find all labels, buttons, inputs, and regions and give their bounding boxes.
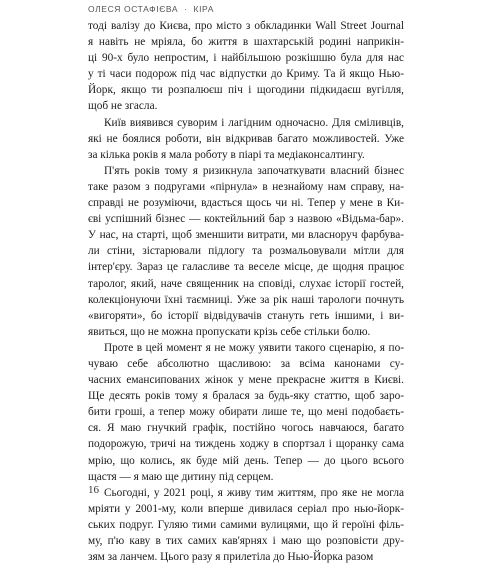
text-line: у ті часи подорож під час відпустки до Криму. Та й якщо Нью-: [88, 68, 404, 81]
text-line: які не боялися роботи, він відкривав багато можливостей. Уже: [88, 132, 404, 145]
text-line: «вигоряти», бо історії відвідувачів стануть геть іншими, і ви-: [88, 309, 404, 322]
running-head-title: КІРА: [193, 4, 215, 14]
text-line: явиться, що не можна пропускати крізь себе стільки болю.: [88, 325, 371, 338]
paragraph: [88, 115, 404, 163]
text-line: П'ять років тому я ризикнула започаткувати власний бізнес: [104, 164, 404, 177]
paragraph: [88, 485, 404, 565]
text-line: колекціонуючи їхні таємниці. Уже за рік наші тарологи почнуть: [88, 293, 404, 306]
text-line: Сьогодні, у 2021 році, я живу тим життям, про яке не могла: [104, 486, 404, 499]
page-number: 16: [88, 484, 99, 496]
paragraph: [88, 18, 404, 115]
running-head-author: ОЛЕСЯ ОСТАФІЄВА: [88, 4, 179, 14]
text-line: щастя — я маю ще дитину під серцем.: [88, 470, 274, 483]
text-line: часних емансипованих жінок у мене прекрасне життя в Києві.: [88, 374, 404, 387]
page-body: [88, 18, 404, 565]
text-line: єві успішний бізнес — коктейльний бар з назвою «Відьма-бар».: [88, 213, 404, 226]
text-line: я навіть не мріяла, бо життя в шахтарській родині наприкін-: [88, 36, 404, 49]
text-line: інтер'єру. Зараз це галасливе та веселе місце, де щодня працює: [88, 261, 404, 274]
paragraph: [88, 163, 404, 340]
text-line: му, п'ю каву в тих самих кав'ярнях і маю що розповісти дру-: [88, 535, 404, 547]
text-line: справді не розуміючи, вдасться щось чи ні. Тепер у мене в Ки-: [88, 197, 404, 210]
text-line: зям за ланчем. Цього разу я прилетіла до Нью-Йорка разом: [88, 551, 374, 564]
paragraph: [88, 340, 404, 485]
text-line: бити гроші, а тепер можу обирати лише те, що мені подобаєть-: [88, 406, 404, 419]
text-line: Ще десять років тому я бралася за будь-яку статтю, щоб заро-: [88, 390, 404, 403]
text-line: щоб не згасла.: [88, 100, 158, 113]
text-line: подорожую, тричі на тиждень ходжу в спортзал і щоранку сама: [88, 438, 404, 451]
text-line: Проте в цей момент я не можу уявити такого сценарію, я по-: [104, 341, 404, 354]
text-line: мрію, що колись, як буде мій день. Тепер — до цього всього: [88, 454, 404, 467]
text-line: мріяти у 2001-му, коли вперше дивилася серіал про нью-йорк-: [88, 502, 404, 515]
text-line: чуваю себе абсолютно щасливою: за всіма канонами су-: [88, 357, 404, 370]
text-line: ли стіни, зістарювали підлогу та розмальовували мітли для: [88, 245, 404, 258]
text-line: Київ виявився суворим і лагідним одночасно. Для сміливців,: [104, 116, 404, 129]
text-line: Йорк, якщо ти розпалюєш піч і щогодини підкидаєш вугілля,: [88, 84, 404, 97]
text-line: таке разом з подругами «пірнула» в незнайому нам справу, на-: [88, 180, 404, 193]
text-line: У нас, на старті, щоб зменшити витрати, ми власноруч фарбува-: [88, 229, 404, 242]
text-line: за кілька років я мала роботу в піарі та медіаконсалтингу.: [88, 148, 365, 161]
running-head: [88, 4, 214, 14]
text-line: ся. Я маю гнучкий графік, постійно чогось навчаюся, багато: [88, 422, 404, 435]
running-head-separator: ·: [184, 4, 188, 14]
text-line: таролог, який, наче священник на сповіді, слухає історії гостей,: [88, 277, 404, 290]
text-line: тоді валізу до Києва, про місто з обкладинки Wall Street Journal: [88, 20, 404, 32]
text-line: ці 90-х було непростим, і найбільшою розкішшю була для нас: [88, 52, 404, 65]
text-line: ських подруг. Гуляю тими самими вулицями, що й героїні філь-: [88, 518, 404, 531]
